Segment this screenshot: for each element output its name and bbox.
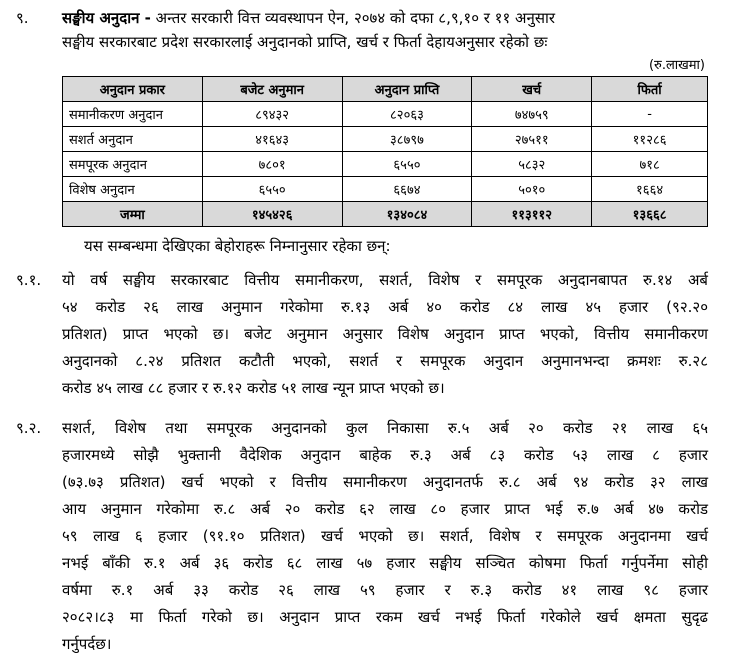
header-expenditure: खर्च [472,77,592,102]
section-number: ९. [16,9,29,27]
paragraph-line: वर्षमा रु.१ अर्ब ३३ करोड २६ लाख ५९ हजार र रु.३ करोड ४१ लाख ९८ हजार [62,581,708,599]
cell-expenditure: ५०१० [472,177,592,202]
table-row [63,102,708,127]
paragraph-line: २०८२।८३ मा फिर्ता गरेको छ। अनुदान प्राप्त रकम खर्च नभई फिर्ता गरेकोले खर्च क्षमता सुदृढ [62,608,708,626]
grant-table [62,76,708,227]
section-subheading: सङ्घीय सरकारबाट प्रदेश सरकारलाई अनुदानको प्राप्ति, खर्च र फिर्ता देहायअनुसार रहेको छः [62,33,548,51]
cell-refund: १६६४ [592,177,708,202]
para-number: ९.१. [16,271,42,289]
para-number: ९.२. [16,419,42,437]
cell-received: ३८७९७ [342,127,472,152]
table-header-row [63,77,708,102]
cell-refund: ११२८६ [592,127,708,152]
paragraph-line: करोड ४५ लाख ८८ हजार र रु.१२ करोड ५१ लाख न्यून प्राप्त भएको छ। [62,379,445,397]
total-expenditure: ११३११२ [472,202,592,227]
paragraph-line: आय अनुमान गरेकोमा रु.८ अर्ब २० करोड ६२ लाख ८० हजार प्राप्त भई रु.७ अर्ब ४७ करोड [62,500,708,518]
cell-expenditure: ७४७५९ [472,102,592,127]
cell-grant-type: विशेष अनुदान [63,177,203,202]
cell-received: ६५५० [342,152,472,177]
paragraph-line: प्रतिशत) प्राप्त भएको छ। बजेट अनुमान अनुसार विशेष अनुदान प्राप्त भएको, वित्तीय समानीकरण [62,325,708,343]
cell-grant-type: समानीकरण अनुदान [63,102,203,127]
total-received: १३४०८४ [342,202,472,227]
cell-grant-type: सशर्त अनुदान [63,127,203,152]
paragraph-line: ५४ करोड २६ लाख अनुमान गरेकोमा रु.१३ अर्ब ४० करोड ८४ लाख ४५ हजार (९२.२० [62,298,708,316]
paragraph-line: ५९ लाख ६ हजार (९१.१० प्रतिशत) खर्च भएको छ। सशर्त, विशेष र समपूरक अनुदानमा खर्च [62,527,708,545]
cell-received: ८२०६३ [342,102,472,127]
paragraph-line: सशर्त, विशेष तथा समपूरक अनुदानको कुल निकासा रु.५ अर्ब २० करोड २१ लाख ६५ [62,419,708,437]
section-heading-text: अन्तर सरकारी वित्त व्यवस्थापन ऐन, २०७४ को दफा ८,९,१० र ११ अनुसार [155,9,555,27]
section-title: सङ्घीय अनुदान - [62,9,151,27]
cell-budget: ६५५० [202,177,342,202]
findings-intro: यस सम्बन्धमा देखिएका बेहोराहरू निम्नानुसार रहेका छन्: [84,237,391,255]
header-grant-type: अनुदान प्रकार [63,77,203,102]
table-row [63,152,708,177]
header-budget-estimate: बजेट अनुमान [202,77,342,102]
paragraph-line: यो वर्ष सङ्घीय सरकारबाट वित्तीय समानीकरण, सशर्त, विशेष र समपूरक अनुदानबापत रु.१४ अर्ब [62,271,708,289]
total-refund: १३६६८ [592,202,708,227]
cell-refund: - [592,102,708,127]
paragraph-line: नभई बाँकी रु.१ अर्ब ३६ करोड ६८ लाख ५७ हजार सङ्घीय सञ्चित कोषमा फिर्ता गर्नुपर्नेमा सोही [62,554,708,572]
table-row [63,177,708,202]
table-row [63,127,708,152]
paragraph-line: अनुदानको ८.२४ प्रतिशत कटौती भएको, सशर्त र समपूरक अनुदान अनुमानभन्दा क्रमशः रु.२८ [62,352,708,370]
total-label: जम्मा [63,202,203,227]
cell-budget: ४१६४३ [202,127,342,152]
cell-expenditure: २७५११ [472,127,592,152]
cell-budget: ७८०१ [202,152,342,177]
cell-budget: ८९४३२ [202,102,342,127]
cell-grant-type: समपूरक अनुदान [63,152,203,177]
paragraph-line: गर्नुपर्दछ। [62,635,112,653]
cell-refund: ७१८ [592,152,708,177]
total-budget: १४५४२६ [202,202,342,227]
header-grant-received: अनुदान प्राप्ति [342,77,472,102]
section-heading [62,8,708,28]
cell-received: ६६७४ [342,177,472,202]
cell-expenditure: ५८३२ [472,152,592,177]
table-total-row [63,202,708,227]
header-refund: फिर्ता [592,77,708,102]
unit-label: (रु.लाखमा) [648,58,705,73]
paragraph-line: हजारमध्ये सोझै भुक्तानी वैदेशिक अनुदान बाहेक रु.३ अर्ब ८३ करोड ५३ लाख ८ हजार [62,446,708,464]
paragraph-line: (७३.७३ प्रतिशत) खर्च भएको र वित्तीय समानीकरण अनुदानतर्फ रु.८ अर्ब ९४ करोड ३२ लाख [62,473,708,491]
